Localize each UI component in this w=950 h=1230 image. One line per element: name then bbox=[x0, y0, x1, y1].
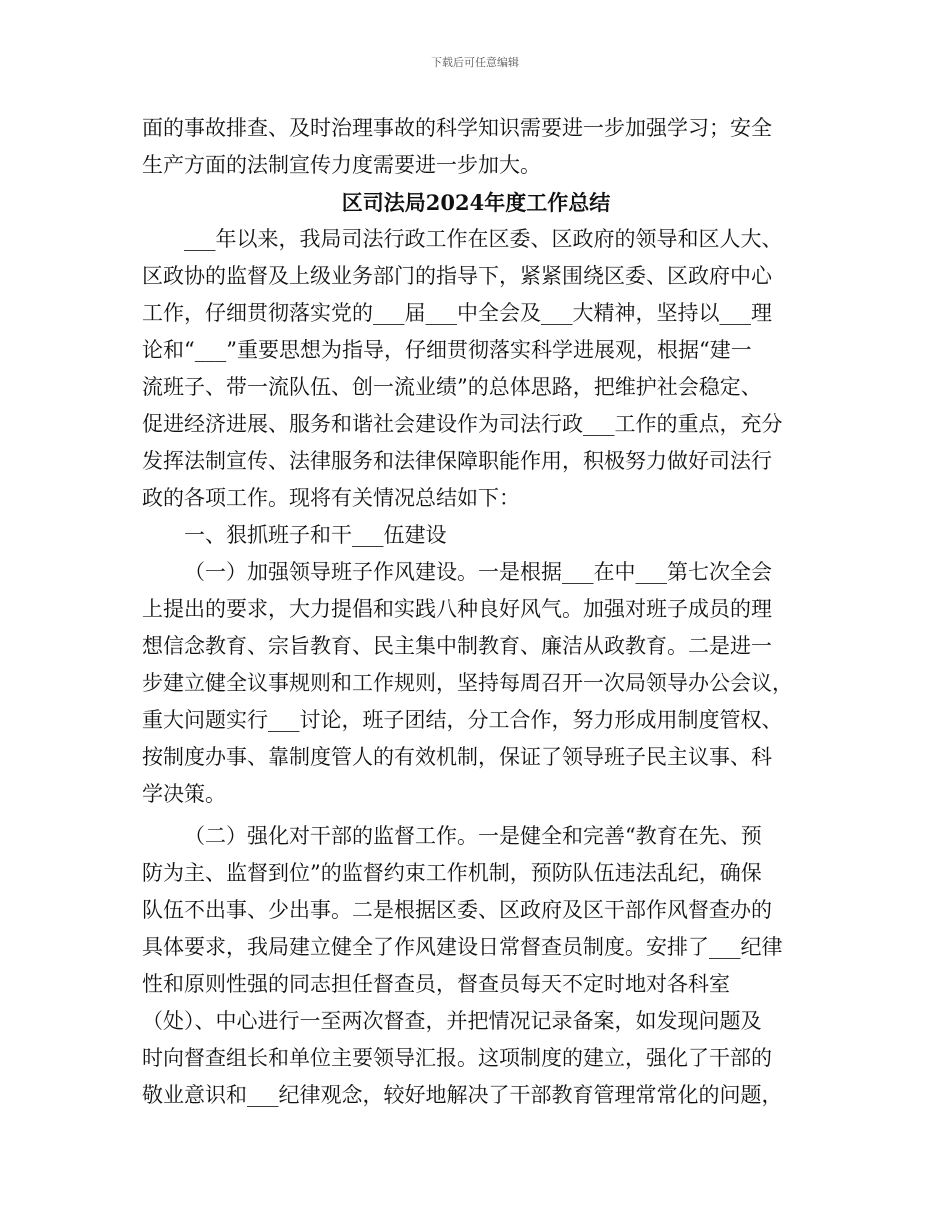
paragraph-line: 流班子、带一流队伍、创一流业绩”的总体思路，把维护社会稳定、 bbox=[142, 375, 762, 399]
paragraph-line: ___年以来，我局司法行政工作在区委、区政府的领导和区人大、 bbox=[184, 227, 783, 251]
paragraph-line: 发挥法制宣传、法律服务和法律保障职能作用，积极努力做好司法行 bbox=[142, 449, 772, 473]
paragraph-line: 论和“___”重要思想为指导，仔细贯彻落实科学进展观，根据“建一 bbox=[142, 338, 752, 362]
paragraph-line: 敬业意识和___纪律观念，较好地解决了干部教育管理常常化的问题， bbox=[142, 1083, 783, 1107]
paragraph-line: 时向督查组长和单位主要领导汇报。这项制度的建立，强化了干部的 bbox=[142, 1046, 772, 1070]
page-header: 下载后可任意编辑 bbox=[431, 56, 519, 69]
paragraph-line: 政的各项工作。现将有关情况总结如下： bbox=[142, 486, 520, 510]
paragraph-line: 性和原则性强的同志担任督查员，督查员每天不定时地对各科室 bbox=[142, 972, 730, 996]
paragraph-line: 步建立健全议事规则和工作规则，坚持每周召开一次局领导办公会议， bbox=[142, 671, 793, 695]
paragraph-line: 具体要求，我局建立健全了作风建设日常督查员制度。安排了___纪律 bbox=[142, 935, 783, 959]
paragraph-line: 上提出的要求，大力提倡和实践八种良好风气。加强对班子成员的理 bbox=[142, 597, 772, 621]
intro-line: 生产方面的法制宣传力度需要进一步加大。 bbox=[142, 153, 541, 177]
paragraph-line: 队伍不出事、少出事。二是根据区委、区政府及区干部作风督查办的 bbox=[142, 898, 772, 922]
paragraph-line: （一）加强领导班子作风建设。一是根据___在中___第七次全会 bbox=[184, 560, 772, 584]
section-heading: 一、狠抓班子和干___伍建设 bbox=[184, 523, 447, 547]
document-title: 区司法局2024年度工作总结 bbox=[341, 190, 611, 215]
paragraph-line: 工作，仔细贯彻落实党的___届___中全会及___大精神，坚持以___理 bbox=[142, 301, 772, 325]
intro-line: 面的事故排查、及时治理事故的科学知识需要进一步加强学习；安全 bbox=[142, 116, 772, 140]
paragraph-line: （二）强化对干部的监督工作。一是健全和完善“教育在先、预 bbox=[184, 824, 762, 848]
paragraph-line: 学决策。 bbox=[142, 782, 226, 806]
document-body bbox=[142, 110, 810, 1114]
paragraph-line: 促进经济进展、服务和谐社会建设作为司法行政___工作的重点，充分 bbox=[142, 412, 783, 436]
paragraph-line: 想信念教育、宗旨教育、民主集中制教育、廉洁从政教育。二是进一 bbox=[142, 634, 772, 658]
paragraph-line: 重大问题实行___讨论，班子团结，分工合作，努力形成用制度管权、 bbox=[142, 708, 783, 732]
paragraph-line: 按制度办事、靠制度管人的有效机制，保证了领导班子民主议事、科 bbox=[142, 745, 772, 769]
paragraph-line: （处）、中心进行一至两次督查，并把情况记录备案，如发现问题及 bbox=[142, 1009, 762, 1033]
paragraph-line: 防为主、监督到位”的监督约束工作机制，预防队伍违法乱纪，确保 bbox=[142, 861, 762, 885]
paragraph-line: 区政协的监督及上级业务部门的指导下，紧紧围绕区委、区政府中心 bbox=[142, 264, 772, 288]
